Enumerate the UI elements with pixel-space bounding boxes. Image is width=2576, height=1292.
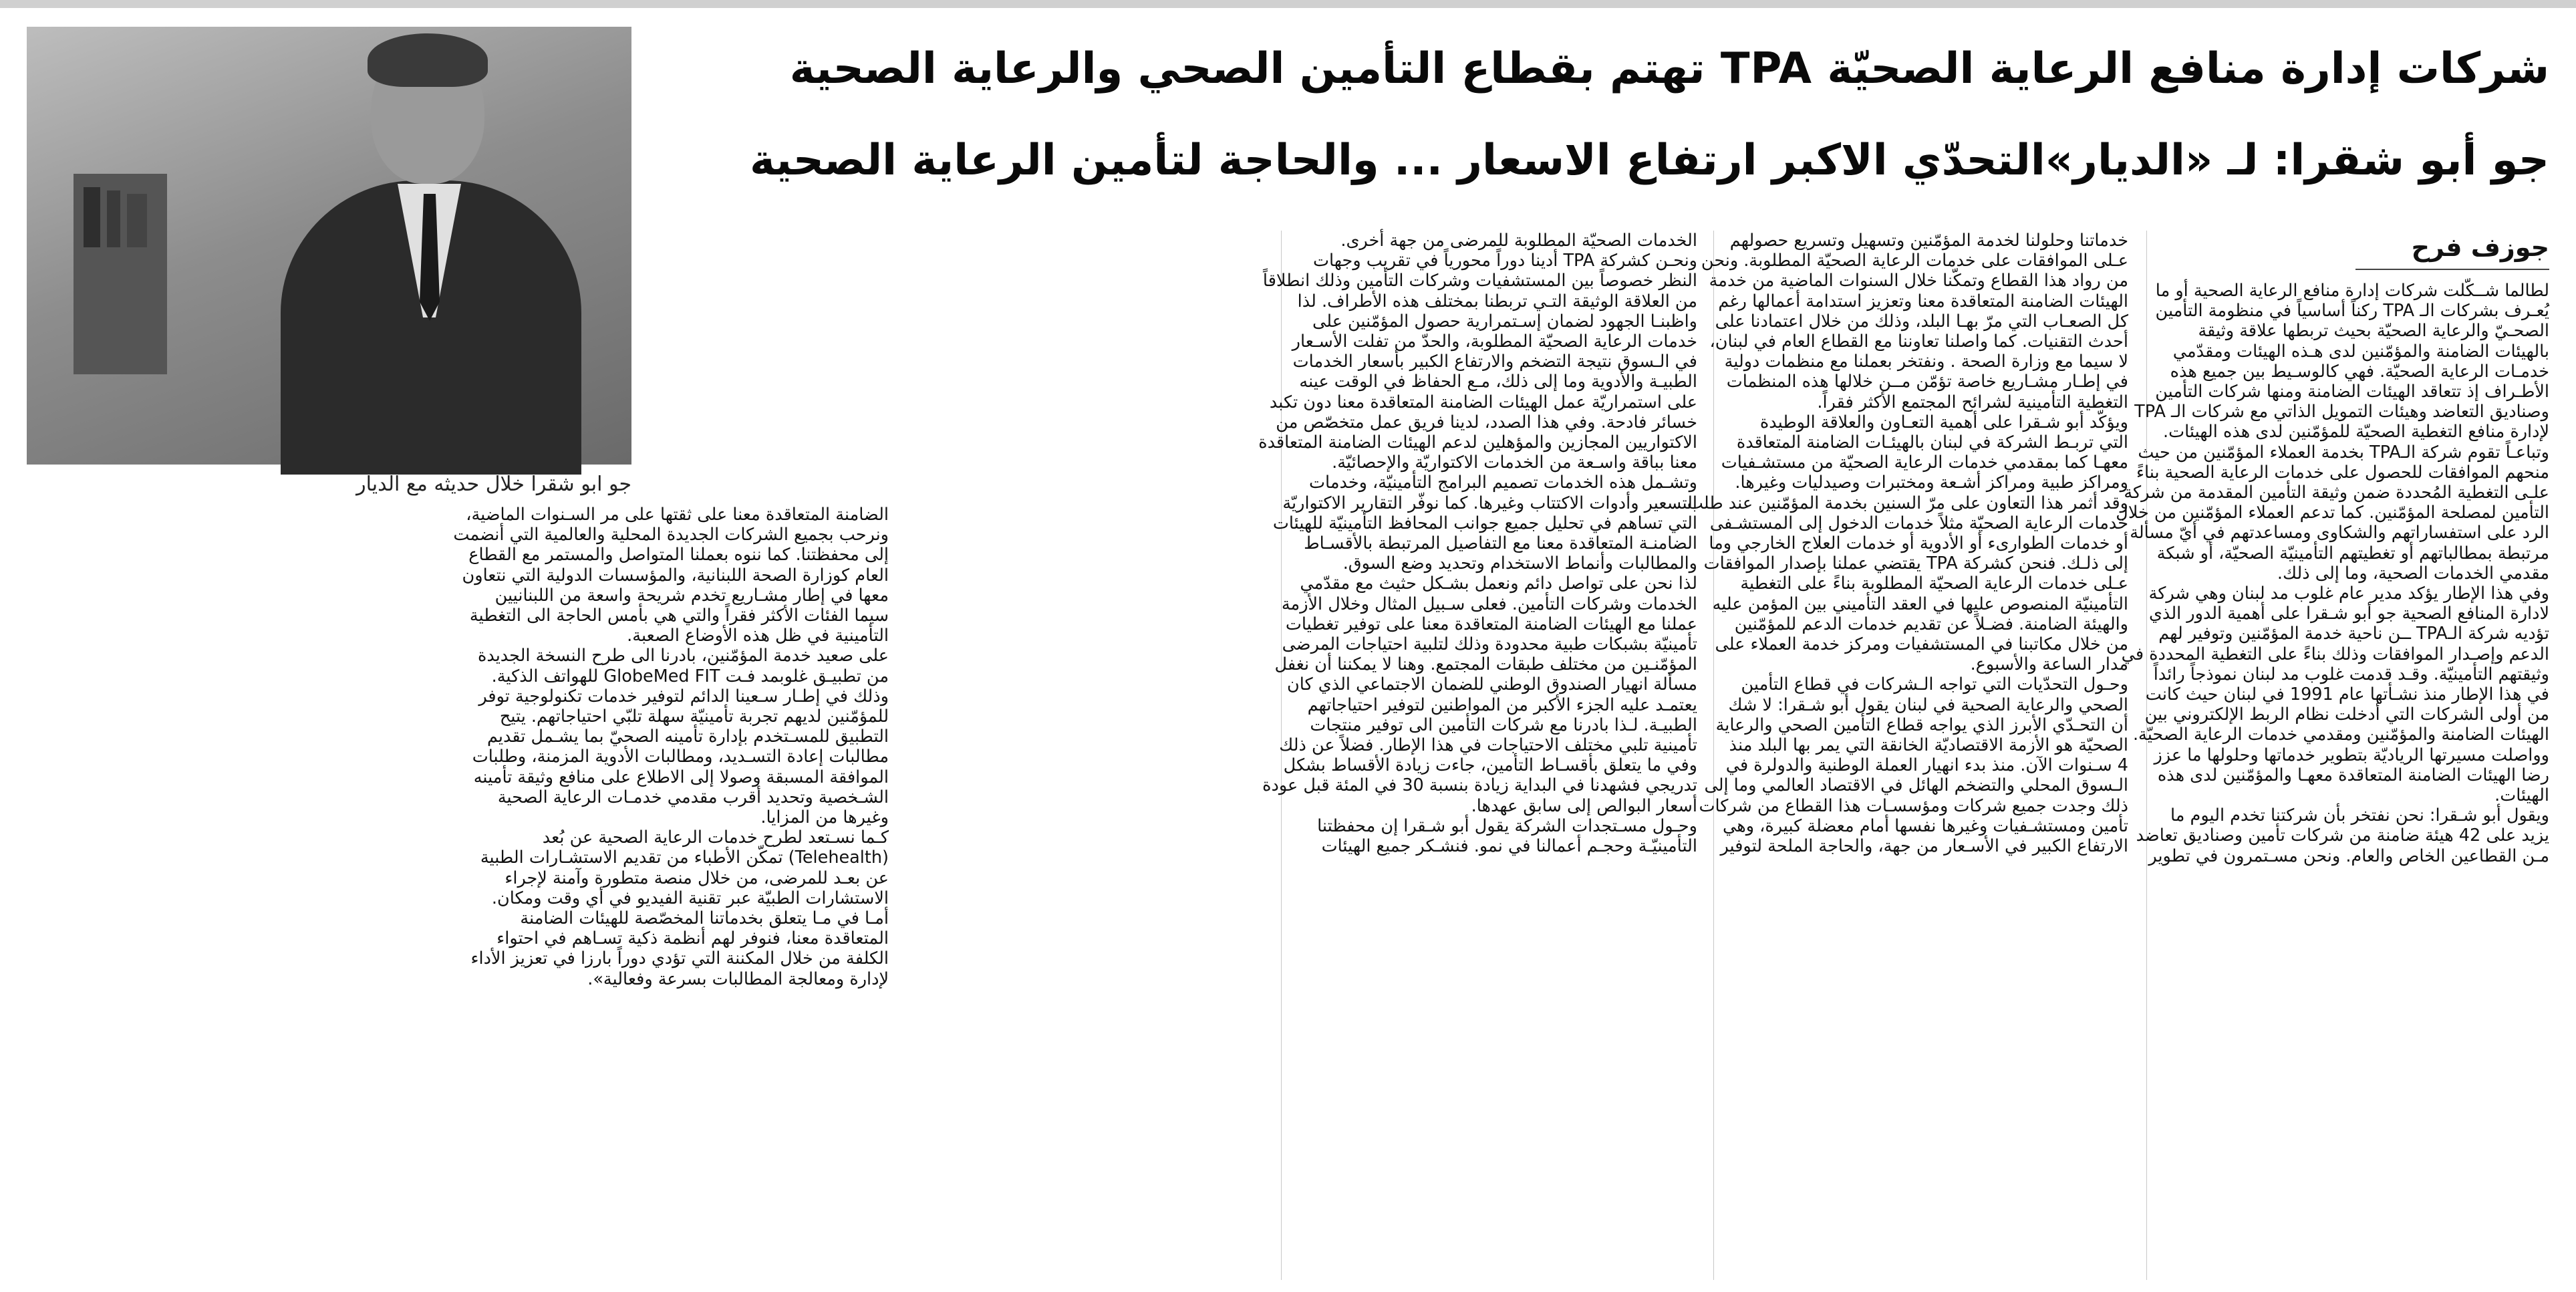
- article-line: في الـسوق نتيجة التضخم والارتفاع الكبير بأسعار الخدمات: [1292, 352, 1697, 372]
- article-line: يزيد على 42 هيئة ضامنة من شركات تأمين وصناديق تعاضد: [2136, 825, 2549, 846]
- article-line: الخدمات الصحيّة المطلوبة للمرضى من جهة أخرى.: [1340, 231, 1697, 251]
- article-line: مرتبطة بمطالباتهم أو تغطيتهم التأمينيّة الصحيّة، أو شبكة: [2156, 543, 2549, 563]
- article-line: الاكتواريين المجازين والمؤهلين لدعم الهيئات الضامنة المتعاقدة: [1258, 432, 1697, 453]
- column-divider: [2146, 231, 2147, 1280]
- article-line: من أولى الشركات التي أدخلت نظام الربط الإلكتروني بين: [2144, 704, 2549, 725]
- article-line: وحـول مسـتجدات الشركة يقول أبو شـقرا إن محفظتنا: [1317, 815, 1697, 836]
- article-line: الضامنـة المتعاقدة معنا مع التفاصيل المرتبطة بالأقسـاط: [1304, 533, 1697, 554]
- article-line: الخدمات وشركات التأمين. فعلى سـبيل المثال وخلال الأزمة: [1281, 594, 1697, 614]
- article-line: وتشـمل هذه الخدمات تصميم البرامج التأمينيّة، وخدمات: [1309, 473, 1697, 493]
- article-line: ومراكز طبية ومراكز أشـعة ومختبرات وصيدليات وغيرها.: [1735, 473, 2128, 493]
- column-divider: [1713, 231, 1714, 1280]
- article-line: الدعم وإصـدار الموافقات وذلك بناءً على التغطية المحددة في: [2121, 644, 2549, 664]
- article-line: لطالما شــكّلت شركات إدارة منافع الرعاية الصحية أو ما: [2155, 281, 2549, 301]
- article-line: خدمـات الرعاية الصحيّة. فهي كالوسـيط بين جميع هذه: [2170, 361, 2549, 382]
- article-line: الموافقة المسبقة وصولا إلى الاطلاع على منافع وثيقة تأمينه: [473, 767, 889, 787]
- article-line: الصحي والرعاية الصحية في لبنان يقول أبو شـقرا: لا شك: [1728, 694, 2128, 715]
- article-column-4: [27, 505, 889, 989]
- article-line: إلى محفظتنا. كما ننوه بعملنا المتواصل والمستمر مع القطاع: [468, 545, 889, 565]
- article-line: النظر خصوصاً بين المستشفيات وشركات التأمين وذلك انطلاقاً: [1262, 271, 1697, 291]
- article-line: إلى ذلـك. فنحن كشركة TPA يقتضي عملنا بإصدار الموافقات: [1703, 553, 2128, 574]
- article-line: وصناديق التعاضد وهيئات التمويل الذاتي مع شركات الـ TPA: [2134, 402, 2549, 422]
- article-line: كـما نسـتعد لطرح خدمات الرعاية الصحية عن بُعد: [542, 827, 889, 848]
- article-line: وواصلت مسيرتها الرياديّة بتطوير خدماتها وحلولها ما عزز: [2154, 745, 2549, 765]
- article-line: المؤمّنـين من مختلف طبقات المجتمع. وهنا لا يمكننا أن نغفل: [1274, 654, 1697, 675]
- article-line: الشـخصية وتحديد أقرب مقدمي خدمـات الرعاية الصحية: [497, 787, 889, 807]
- article-column-2: [1687, 231, 2128, 857]
- article-line: الاستشارات الطبيّة عبر تقنية الفيديو في أي وقت ومكان.: [491, 888, 889, 908]
- article-line: التسعير وأدوات الاكتتاب وغيرها. كما نوفّر التقارير الاكتواريّة: [1282, 493, 1697, 513]
- article-line: وثيقتهم التأمينيّة. وقـد قدمت غلوب مد لبنان نموذجاً رائداً: [2153, 664, 2549, 684]
- article-line: مدار الساعة والأسبوع.: [1970, 654, 2128, 675]
- article-line: الهيئات الضامنة المتعاقدة معنا وتعزيز استدامة أعمالها رغم: [1718, 291, 2128, 311]
- byline-rule: [2355, 269, 2549, 270]
- article-line: من العلاقة الوثيقة التـي تربطنا بمختلف هذه الأطراف. لذا: [1297, 291, 1697, 311]
- article-line: الضامنة المتعاقدة معنا على ثقتها على مر السـنوات الماضية،: [466, 505, 889, 525]
- article-line: من رواد هذا القطاع وتمكّنا خلال السنوات الماضية من خدمة: [1709, 271, 2128, 291]
- article-line: (Telehealth) تمكّن الأطباء من تقديم الاستشـارات الطبية: [480, 848, 889, 868]
- article-line: من خلال مكاتبنا في المستشفيات ومركز خدمة العملاء على: [1715, 634, 2128, 655]
- article-line: بالهيئات الضامنة والمؤمّنين لدى هـذه الهيئات ومقدّمي: [2172, 341, 2549, 362]
- article-line: أسعار البوالص إلى سابق عهدها.: [1471, 795, 1697, 816]
- article-line: عملنا مع الهيئات الضامنة المتعاقدة معنا على توفير تغطيات: [1285, 614, 1697, 634]
- article-line: أن التحـدّي الأبرز الذي يواجه قطاع التأمين الصحي والرعاية: [1715, 715, 2128, 735]
- top-border: [0, 0, 2576, 8]
- headline-secondary: جو أبو شقرا: لـ «الديار»التحدّي الاكبر ارتفاع الاسعار ... والحاجة لتأمين الرعاية الصحية: [749, 136, 2549, 185]
- article-line: ونرحب بجميع الشركات الجديدة المحلية والعالمية التي أنضمت: [453, 525, 889, 545]
- article-line: التطبيق للمسـتخدم بإدارة تأمينه الصحيّ بما يشـمل تقديم: [486, 727, 889, 747]
- article-line: وحـول التحدّيات التي تواجه الـشركات في قطاع التأمين: [1741, 674, 2128, 695]
- article-line: تؤديه شركة الـTPA ــن ناحية خدمة المؤمّنين وتوفير لهم: [2158, 624, 2549, 644]
- article-line: سيما الفئات الأكثر فقراً والتي هي بأمس الحاجة الى التغطية: [469, 606, 889, 626]
- headline-primary: شركات إدارة منافع الرعاية الصحيّة TPA تهتم بقطاع التأمين الصحي والرعاية الصحية: [789, 44, 2549, 94]
- article-line: وتباعـاً تقوم شركة الـTPA بخدمة العملاء المؤمّنين من حيث: [2138, 442, 2549, 463]
- article-line: تأمينية تلبي مختلف الاحتياجات في هذا الإطار. فضلاً عن ذلك: [1279, 735, 1697, 756]
- article-line: وقد أثمر هذا التعاون على مرّ السنين بخدمة المؤمّنين عند طلب: [1687, 493, 2128, 513]
- article-line: أو خدمات الطوارىء أو الأدوية أو خدمات العلاج الخارجي وما: [1709, 533, 2128, 554]
- article-line: الطبيـة. لـذا بادرنا مع شركات التأمين الى توفير منتجات: [1310, 715, 1697, 735]
- article-line: الرد على استفساراتهم والشكاوى ومساعدتهم في أيّ مسألة: [2130, 523, 2549, 543]
- article-line: وفي ما يتعلق بأقسـاط التأمين، جاءت زيادة الأقساط بشكل: [1283, 755, 1697, 776]
- article-line: يعتمـد عليه الجزء الأكبر من المواطنين لتوفير احتياجاتهم: [1307, 694, 1697, 715]
- article-line: مقدمي الخدمات الصحية، وما إلى ذلك.: [2277, 563, 2549, 584]
- article-line: تأمينيّة بشبكات طبية محدودة وذلك لتلبية احتياجات المرضى: [1282, 634, 1697, 655]
- article-line: العام كوزارة الصحة اللبنانية، والمؤسسات الدولية التي نتعاون: [462, 565, 889, 586]
- article-line: الطبيـة والأدوية وما إلى ذلك، مـع الحفاظ في الوقت عينه: [1299, 372, 1697, 392]
- article-line: الأطـراف إذ تتعاقد الهيئات الضامنة ومنها شركات التأمين: [2155, 382, 2549, 402]
- article-line: للمؤمّنين لديهم تجربة تأمينيّة سهلة تلبّي احتياجاتهم. يتيح: [499, 706, 889, 727]
- article-line: ونحـن كشركة TPA أدينا دوراً محورياً في تقريب وجهات: [1313, 251, 1697, 271]
- article-line: وذلك في إطـار سـعينا الدائم لتوفير خدمات تكنولوجية توفر: [478, 686, 889, 706]
- article-line: التي تساهم في تحليل جميع جوانب المحافظ التأمينيّة للهيئات: [1272, 513, 1697, 533]
- article-line: لإدارة ومعالجة المطالبات بسرعة وفعالية».: [587, 968, 889, 989]
- article-line: المتعاقدة معنا، فنوفر لهم أنظمة ذكية تسـاهم في احتواء: [496, 928, 889, 949]
- article-line: التغطية التأمينية لشرائح المجتمع الأكثر فقراً.: [1817, 392, 2128, 412]
- article-line: أمـا في مـا يتعلق بخدماتنا المخصّصة للهيئات الضامنة: [520, 908, 889, 929]
- article-line: الهيئات.: [2494, 785, 2549, 806]
- article-line: الارتفاع الكبير في الأسـعار من جهة، والحاجة الملحة لتوفير: [1720, 836, 2128, 857]
- article-line: التي تربـط الشركة في لبنان بالهيئـات الضامنة المتعاقدة: [1736, 432, 2128, 453]
- article-line: الصحـيّ والرعاية الصحيّة بحيث تربطها علاقة وثيقة: [2198, 321, 2549, 342]
- article-line: والهيئة الضامنة. فضـلاً عن تقديم خدمات الدعم للمؤمّنين: [1734, 614, 2128, 634]
- article-line: عن بعـد للمرضى، من خلال منصة متطورة وآمنة لإجراء: [505, 868, 889, 888]
- article-line: الهيئات الضامنة والمؤمّنين ومقدمي خدمات الرعاية الصحيّة.: [2132, 725, 2549, 745]
- article-column-3: [1258, 231, 1697, 857]
- article-line: مطالبات إعادة التسـديد، ومطالبات الأدوية المزمنة، وطلبات: [472, 747, 889, 767]
- article-line: معهـا كما بمقدمي خدمات الرعاية الصحيّة من مستشـفيات: [1721, 453, 2128, 473]
- article-line: وغيرها من المزايا.: [760, 807, 889, 828]
- article-line: 4 سـنوات الآن. منذ بدء انهيار العملة الوطنية والدولرة في: [1725, 755, 2128, 776]
- article-line: على صعيد خدمة المؤمّنين، بادرنا الى طرح النسخة الجديدة: [477, 646, 889, 666]
- article-line: وفي هذا الإطار يؤكد مدير عام غلوب مد لبنان وهي شركة: [2148, 584, 2549, 604]
- article-line: الكلفة من خلال المكننة التي تؤدي دوراً بارزا في تعزيز الأداء: [470, 948, 889, 969]
- article-line: في إطـار مشـاريع خاصة تؤمّن مــن خلالها هذه المنظمات: [1726, 372, 2128, 392]
- article-line: منحهم الموافقات للحصول على خدمات الرعاية الصحية بناءً: [2136, 462, 2549, 483]
- article-column-1: [2116, 281, 2549, 866]
- article-line: لا سيما مع وزارة الصحة . ونفتخر بعملنا مع منظمات دولية: [1724, 352, 2128, 372]
- article-line: كل الصعـاب التي مرّ بهـا البلد، وذلك من خلال اعتمادنا على: [1715, 311, 2128, 332]
- article-line: مسألة انهيار الصندوق الوطني للضمان الاجتماعي الذي كان: [1287, 674, 1697, 695]
- article-line: عـلى خدمات الرعاية الصحيّة المطلوبة بناءً على التغطية: [1740, 573, 2128, 594]
- article-line: من تطبيـق غلوبمد فـت GlobeMed FIT للهواتف الذكية.: [491, 666, 889, 686]
- article-line: التأمينية في ظل هذه الأوضاع الصعبة.: [627, 626, 889, 646]
- article-line: معها في إطار مشـاريع تخدم شريحة واسعة من اللبنانيين: [494, 585, 889, 606]
- article-line: الـسوق المحلي والتضخم الهائل في الاقتصاد العالمي وما إلى: [1704, 775, 2128, 796]
- article-line: ذلك وجدت جميع شركات ومؤسسـات هذا القطاع من شركات: [1699, 795, 2128, 816]
- article-line: رضا الهيئات الضامنة المتعاقدة معهـا والمؤمّنين لدى هذه: [2157, 765, 2549, 785]
- article-line: على استمراريّة عمل الهيئات الضامنة المتعاقدة معنا دون تكبد: [1269, 392, 1697, 412]
- article-line: والمطالبات وأنماط الاستخدام وتحديد وضع السوق.: [1342, 553, 1697, 574]
- article-line: في هذا الإطار منذ نشـأتها عام 1991 في لبنان حيث كانت: [2145, 684, 2549, 705]
- article-line: مـن القطاعين الخاص والعام. ونحن مسـتمرون في تطوير: [2148, 846, 2549, 866]
- article-line: لادارة المنافع الصحية جو أبو شـقرا على أهمية الدور الذي: [2148, 604, 2549, 624]
- article-line: التأمينيّـة وحجـم أعمالنا في نمو. فنشـكر جميع الهيئات: [1321, 836, 1697, 857]
- article-line: خدماتنا وحلولنا لخدمة المؤمّنين وتسهيل وتسريع حصولهم: [1729, 231, 2128, 251]
- article-line: أحدث التقنيات. كما واصلنا تعاوننا مع القطاع العام في لبنان،: [1709, 332, 2128, 352]
- article-line: معنا بباقة واسـعة من الخدمات الاكتواريّة والإحصائيّة.: [1332, 453, 1697, 473]
- article-line: علـى التغطية المُحددة ضمن وثيقة التأمين المقدمة من شركة: [2124, 483, 2549, 503]
- portrait-photo: [27, 27, 631, 465]
- article-line: عـلى الموافقات على خدمات الرعاية الصحيّة المطلوبة. ونحن: [1701, 251, 2128, 271]
- article-line: خسائر فادحة. وفي هذا الصدد، لدينا فريق عمل متخصّص من: [1276, 412, 1697, 432]
- photo-caption: جو ابو شقرا خلال حديثه مع الديار: [356, 473, 631, 496]
- article-line: ويؤكّد أبو شـقرا على أهمية التعـاون والعلاقة الوطيدة: [1759, 412, 2128, 432]
- article-line: التأمينيّة المنصوص عليها في العقد التأميني بين المؤمن عليه: [1712, 594, 2128, 614]
- article-line: الصحيّة هو الأزمة الاقتصاديّة الخانقة التي يمر بها البلد منذ: [1729, 735, 2128, 756]
- article-line: خدمات الرعاية الصحيّة مثلاً خدمات الدخول إلى المستشـفى: [1709, 513, 2128, 533]
- article-line: لإدارة منافع التغطية الصحيّة للمؤمّنين لدى هذه الهيئات.: [2163, 422, 2549, 442]
- article-line: خدمات الرعاية الصحيّة المطلوبة، والحدّ من تفلت الأسـعار: [1292, 332, 1697, 352]
- article-line: تأمين ومستشـفيات وغيرها نفسها أمام معضلة كبيرة، وهي: [1723, 815, 2128, 836]
- article-line: لذا نحن على تواصل دائم ونعمل بشـكل حثيث مع مقدّمي: [1300, 573, 1697, 594]
- article-line: التأمين لمصلحة المؤمّنين. كما تدعم العملاء المؤمّنين من خلال: [2116, 503, 2549, 523]
- article-line: تدريجي فشهدنا في البداية زيادة بنسبة 30 في المئة قبل عودة: [1262, 775, 1697, 796]
- byline: جوزف فرح: [2411, 233, 2549, 262]
- article-line: يُعـرف بشركات الـ TPA ركناً أساسياً في منظومة التأمين: [2155, 301, 2549, 321]
- article-line: واظبنـا الجهود لضمان إسـتمرارية حصول المؤمّنين على: [1312, 311, 1697, 332]
- article-line: ويقول أبو شـقرا: نحن نفتخر بأن شركتنا تخدم اليوم ما: [2170, 805, 2549, 826]
